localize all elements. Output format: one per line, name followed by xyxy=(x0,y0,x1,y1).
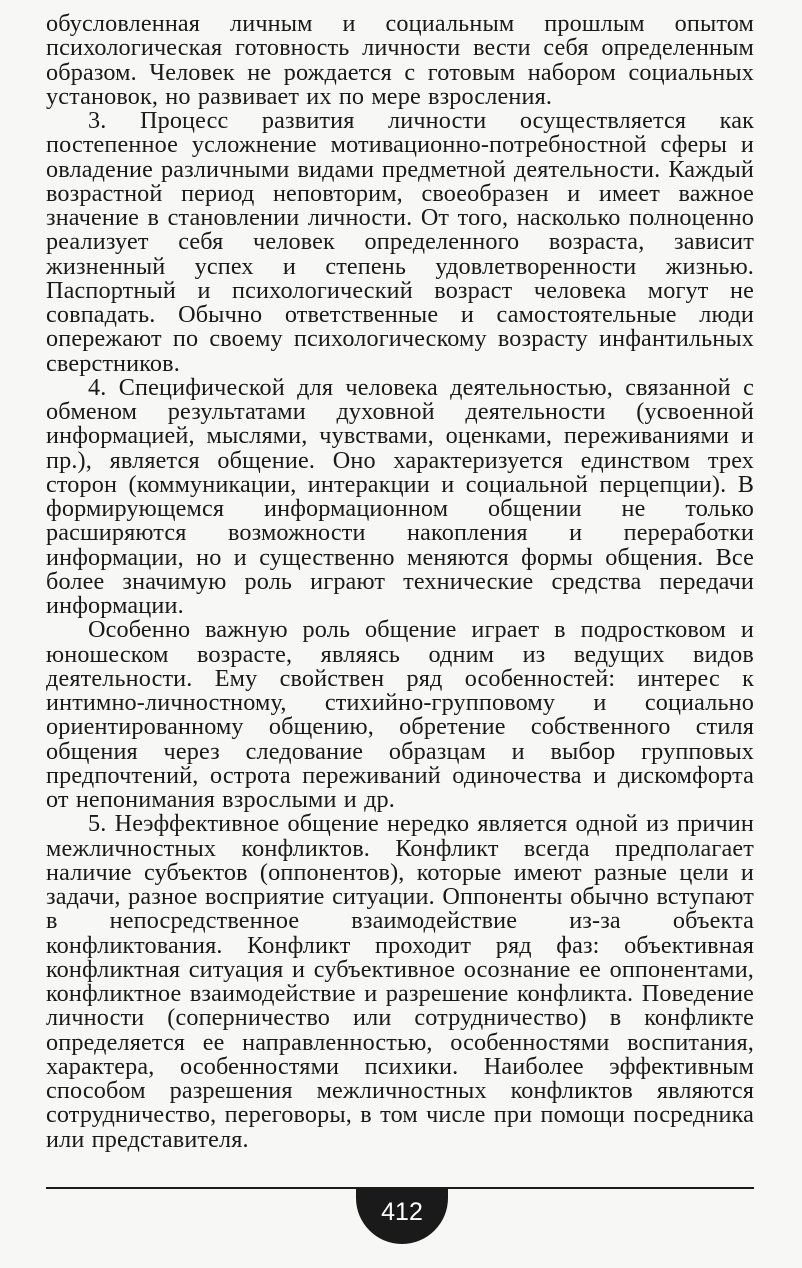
page-number: 412 xyxy=(381,1197,423,1226)
paragraph-3: 3. Процесс развития личности осуществляется как постепенное усложнение мотивационно-потребностной сферы и овладение различными видами предметной деятельности. Каждый возрастной период неповторим, своеобразен и имеет важное значение в становлении личности. От того, насколько полноценно реализует себя человек определенного возраста, зависит жизненный успех и степень удовлетворенности жизнью. Паспортный и психологический возраст человека могут не совпадать. Обычно ответственные и самостоятельные люди опережают по своему психологическому возрасту инфантильных сверстников. xyxy=(46,107,754,377)
page-body xyxy=(46,12,754,1152)
paragraph-4: 4. Специфической для человека деятельностью, связанной с обменом результатами духовной деятельности (усвоенной информацией, мыслями, чувствами, оценками, переживаниями и пр.), является общение. Оно характеризуется единством трех сторон (коммуникации, интеракции и социальной перцепции). В формирующемся информационном общении не только расширяются возможности накопления и переработки информации, но и существенно меняются формы общения. Все более значимую роль играют технические средства передачи информации. xyxy=(46,373,754,619)
paragraph-continued: обусловленная личным и социальным прошлым опытом психологическая готовность личности вести себя определенным образом. Человек не рождается с готовым набором социальных установок, но развивает их по мере взросления. xyxy=(46,10,754,110)
paragraph-5: 5. Неэффективное общение нередко является одной из причин межличностных конфликтов. Конфликт всегда предполагает наличие субъектов (оппонентов), которые имеют разные цели и задачи, разное восприятие ситуации. Оппоненты обычно вступают в непосредственное взаимодействие из-за объекта конфликтования. Конфликт проходит ряд фаз: объективная конфликтная ситуация и субъективное осознание ее оппонентами, конфликтное взаимодействие и разрешение конфликта. Поведение личности (соперничество или сотрудничество) в конфликте определяется ее направленностью, особенностями воспитания, характера, особенностями психики. Наиболее эффективным способом разрешения межличностных конфликтов являются сотрудничество, переговоры, в том числе при помощи посредника или представителя. xyxy=(46,810,754,1153)
paragraph-communication: Особенно важную роль общение играет в подростковом и юношеском возрасте, являясь одним из ведущих видов деятельности. Ему свойствен ряд особенностей: интерес к интимно-личностному, стихийно-групповому и социально ориентированному общению, обретение собственного стиля общения через следование образцам и выбор групповых предпочтений, острота переживаний одиночества и дискомфорта от непонимания взрослыми и др. xyxy=(46,616,754,813)
page-number-tab xyxy=(356,1188,448,1244)
